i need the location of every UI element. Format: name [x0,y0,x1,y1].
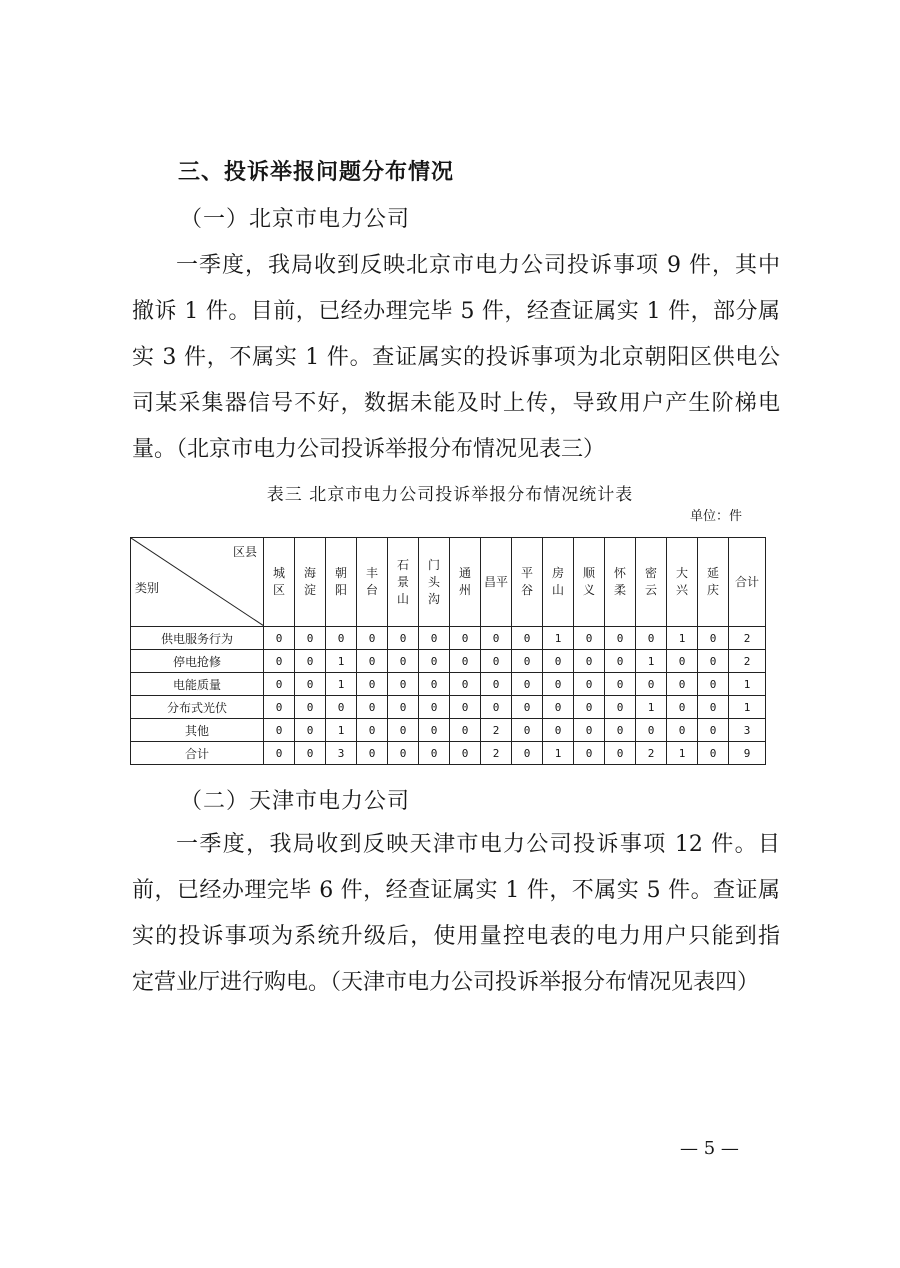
table-row [131,627,766,650]
table-cell: 0 [543,673,574,696]
district-header: 石景山 [388,538,419,627]
table-cell: 0 [512,742,543,765]
table-cell: 0 [574,673,605,696]
table-cell: 0 [667,650,698,673]
table-cell: 0 [698,650,729,673]
table-cell: 0 [698,673,729,696]
table-cell: 0 [419,650,450,673]
district-axis-label: 区县 [232,545,257,559]
table-cell: 0 [295,696,326,719]
table-cell: 0 [698,627,729,650]
table-cell: 0 [667,696,698,719]
table-cell: 0 [667,673,698,696]
district-header: 门头沟 [419,538,450,627]
table-cell: 0 [419,742,450,765]
table-cell: 0 [264,627,295,650]
row-category-label: 停电抢修 [131,650,264,673]
table-cell: 0 [388,719,419,742]
table-cell: 0 [512,627,543,650]
paragraph-beijing [132,243,780,473]
table-cell: 1 [543,742,574,765]
table-cell: 1 [636,696,667,719]
table-cell: 0 [264,742,295,765]
row-category-label: 供电服务行为 [131,627,264,650]
table-cell: 0 [450,696,481,719]
district-header: 大兴 [667,538,698,627]
table-cell: 1 [667,742,698,765]
table-cell: 0 [419,696,450,719]
table-row [131,719,766,742]
subsection-heading-beijing: （一）北京市电力公司 [180,207,411,232]
district-header: 顺义 [574,538,605,627]
paragraph-line: 前，已经办理完毕 6 件，经查证属实 1 件，不属实 5 件。查证属 [132,878,780,903]
table-cell: 0 [543,696,574,719]
row-category-label: 合计 [131,742,264,765]
table-cell: 0 [636,719,667,742]
table-cell: 0 [698,742,729,765]
paragraph-line: 实的投诉事项为系统升级后，使用量控电表的电力用户只能到指 [132,924,780,949]
row-category-label: 分布式光伏 [131,696,264,719]
table-cell: 0 [512,696,543,719]
paragraph-tianjin [132,822,780,1006]
table-cell: 0 [326,696,357,719]
table-cell: 0 [388,650,419,673]
table-cell: 0 [636,627,667,650]
table-cell: 0 [357,627,388,650]
table-cell: 2 [636,742,667,765]
table-cell: 0 [605,696,636,719]
table-cell: 0 [543,650,574,673]
table-cell: 0 [574,696,605,719]
row-total-cell: 2 [729,627,766,650]
district-header: 平谷 [512,538,543,627]
district-header: 房山 [543,538,574,627]
page-number: — 5 — [680,1138,739,1159]
complaint-distribution-table [130,537,766,765]
subsection-heading-tianjin: （二）天津市电力公司 [180,789,411,814]
table-cell: 1 [636,650,667,673]
table-cell: 0 [295,673,326,696]
table-cell: 0 [512,673,543,696]
paragraph-line: 一季度，我局收到反映天津市电力公司投诉事项 12 件。目 [176,832,780,857]
table-cell: 1 [326,650,357,673]
total-header: 合计 [729,538,766,627]
table-cell: 0 [357,650,388,673]
table-cell: 0 [419,673,450,696]
diagonal-header-cell [131,538,264,627]
table-cell: 0 [264,696,295,719]
table-cell: 0 [605,627,636,650]
district-header: 通州 [450,538,481,627]
table-cell: 0 [264,650,295,673]
table-cell: 0 [357,696,388,719]
table-unit: 单位：件 [690,509,743,524]
table-cell: 0 [357,719,388,742]
table-row [131,650,766,673]
table-cell: 0 [667,719,698,742]
table-cell: 0 [295,719,326,742]
table-cell: 0 [512,719,543,742]
table-cell: 0 [481,673,512,696]
paragraph-line: 一季度，我局收到反映北京市电力公司投诉事项 9 件，其中 [176,253,780,278]
row-category-label: 其他 [131,719,264,742]
table-cell: 0 [698,696,729,719]
row-total-cell: 1 [729,673,766,696]
table-cell: 0 [481,696,512,719]
table-cell: 0 [481,650,512,673]
table-cell: 0 [357,742,388,765]
table-cell: 0 [605,742,636,765]
table-header-row [131,538,766,627]
table-cell: 0 [605,673,636,696]
table-cell: 2 [481,719,512,742]
table-row [131,673,766,696]
table-cell: 0 [357,673,388,696]
district-header: 朝阳 [326,538,357,627]
paragraph-line: 量。（北京市电力公司投诉举报分布情况见表三） [132,437,606,462]
row-total-cell: 9 [729,742,766,765]
table-title: 表三 北京市电力公司投诉举报分布情况统计表 [266,485,634,505]
table-cell: 0 [295,742,326,765]
table-cell: 0 [295,627,326,650]
table-cell: 0 [543,719,574,742]
table-cell: 0 [388,742,419,765]
table-cell: 1 [667,627,698,650]
table-cell: 1 [326,719,357,742]
table-cell: 0 [388,696,419,719]
table-cell: 0 [419,627,450,650]
table-cell: 0 [450,742,481,765]
paragraph-line: 司某采集器信号不好，数据未能及时上传，导致用户产生阶梯电 [132,391,780,416]
district-header: 密云 [636,538,667,627]
table-cell: 2 [481,742,512,765]
row-total-cell: 2 [729,650,766,673]
table-cell: 0 [698,719,729,742]
section-heading: 三、投诉举报问题分布情况 [178,160,455,185]
paragraph-line: 撤诉 1 件。目前，已经办理完毕 5 件，经查证属实 1 件，部分属 [132,299,780,324]
district-header: 昌平 [481,538,512,627]
table-cell: 3 [326,742,357,765]
table-cell: 0 [295,650,326,673]
table-cell: 0 [326,627,357,650]
table-cell: 0 [450,627,481,650]
table-cell: 0 [574,719,605,742]
table-cell: 0 [450,650,481,673]
paragraph-line: 实 3 件，不属实 1 件。查证属实的投诉事项为北京朝阳区供电公 [132,345,780,370]
table-cell: 0 [636,673,667,696]
table-cell: 0 [388,673,419,696]
row-total-cell: 3 [729,719,766,742]
table-cell: 0 [512,650,543,673]
row-total-cell: 1 [729,696,766,719]
district-header: 怀柔 [605,538,636,627]
table-cell: 0 [574,742,605,765]
district-header: 延庆 [698,538,729,627]
paragraph-line: 定营业厅进行购电。（天津市电力公司投诉举报分布情况见表四） [132,970,760,995]
table-cell: 0 [605,650,636,673]
table-cell: 0 [481,627,512,650]
table-row [131,696,766,719]
category-axis-label: 类别 [135,581,160,595]
table-cell: 0 [574,627,605,650]
district-header: 海淀 [295,538,326,627]
table-cell: 0 [388,627,419,650]
table-cell: 0 [450,673,481,696]
table-cell: 0 [264,673,295,696]
table-cell: 0 [605,719,636,742]
table-cell: 1 [326,673,357,696]
table-cell: 0 [419,719,450,742]
table-cell: 0 [450,719,481,742]
table-cell: 1 [543,627,574,650]
row-category-label: 电能质量 [131,673,264,696]
table-row [131,742,766,765]
table-cell: 0 [264,719,295,742]
district-header: 丰台 [357,538,388,627]
district-header: 城区 [264,538,295,627]
table-cell: 0 [574,650,605,673]
